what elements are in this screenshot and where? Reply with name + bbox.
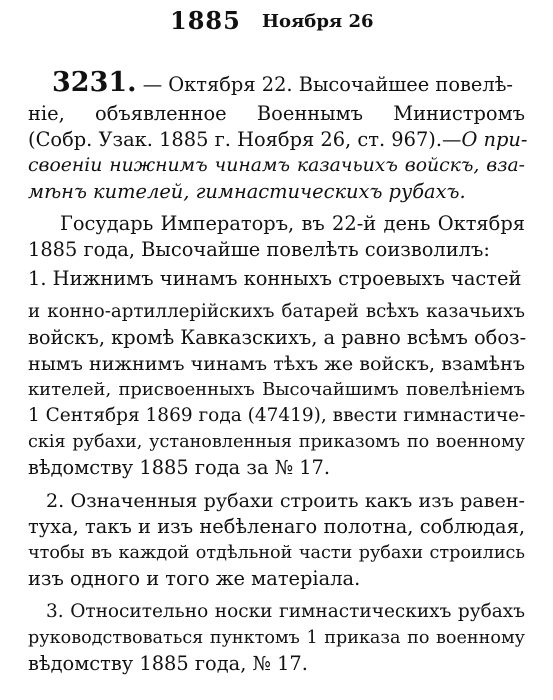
paragraph-3-line-1: 3. Относительно носки гимнастическихъ рубахъ — [46, 601, 525, 622]
paragraph-1-line-6: 1 Сентября 1869 года (47419), ввести гимнастиче- — [28, 405, 526, 426]
paragraph-2-line-1: 2. Означенныя рубахи строить какъ изъ равен- — [46, 489, 525, 512]
act-heading-line-2: ніе, объявленное Военнымъ Министромъ — [28, 102, 525, 125]
paragraph-3-line-2: руководствоваться пунктомъ 1 приказа по военному — [28, 628, 525, 648]
header-year: 1885 — [170, 6, 241, 35]
act-subject-line-1: своеніи нижнимъ чинамъ казачьихъ войскъ, вза- — [28, 155, 525, 176]
paragraph-1-line-4: нымъ нижнимъ чинамъ тѣхъ же войскъ, взамѣнъ — [28, 352, 525, 375]
paragraph-1-line-1: 1. Нижнимъ чинамъ конныхъ строевыхъ частей — [28, 267, 522, 290]
act-number: 3231. — [52, 67, 137, 98]
paragraph-1-line-8: вѣдомству 1885 года за № 17. — [28, 456, 331, 479]
intro-line-1: Государь Императоръ, въ 22-й день Октября — [60, 212, 525, 235]
act-subject-line-2: мѣнъ кителей, гимнастическихъ рубахъ. — [28, 180, 466, 203]
intro-line-2: 1885 года, Высочайше повелѣть соизволилъ: — [28, 238, 490, 261]
paragraph-1-line-2: и конно-артиллерійскихъ батарей всѣхъ казачьихъ — [28, 301, 525, 322]
act-subject-start: О при- — [461, 128, 528, 151]
paragraph-2-line-3: чтобы въ каждой отдѣльной части рубахи строились — [28, 543, 525, 563]
paragraph-1-line-7: скія рубахи, установленныя приказомъ по военному — [28, 432, 525, 452]
page-header — [0, 6, 553, 38]
act-heading-date: — Октября 22. Высочайшее повелѣ- — [142, 73, 513, 96]
paragraph-2-line-2: туха, такъ и изъ небѣленаго полотна, соблюдая, — [28, 515, 525, 538]
act-source: (Собр. Узак. 1885 г. Ноября 26, ст. 967).— — [28, 128, 462, 151]
paragraph-1-line-5: кителей, присвоенныхъ Высочайшимъ повелѣніемъ — [28, 379, 525, 400]
act-heading-line-1 — [52, 67, 525, 98]
paragraph-3-line-3: вѣдомству 1885 года, № 17. — [28, 652, 308, 675]
act-heading-line-3 — [28, 127, 528, 153]
paragraph-1-line-3: войскъ, кромѣ Кавказскихъ, а равно всѣмъ обоз- — [28, 326, 527, 349]
header-date: Ноября 26 — [262, 11, 374, 32]
paragraph-2-line-4: изъ одного и того же матеріала. — [28, 567, 361, 590]
